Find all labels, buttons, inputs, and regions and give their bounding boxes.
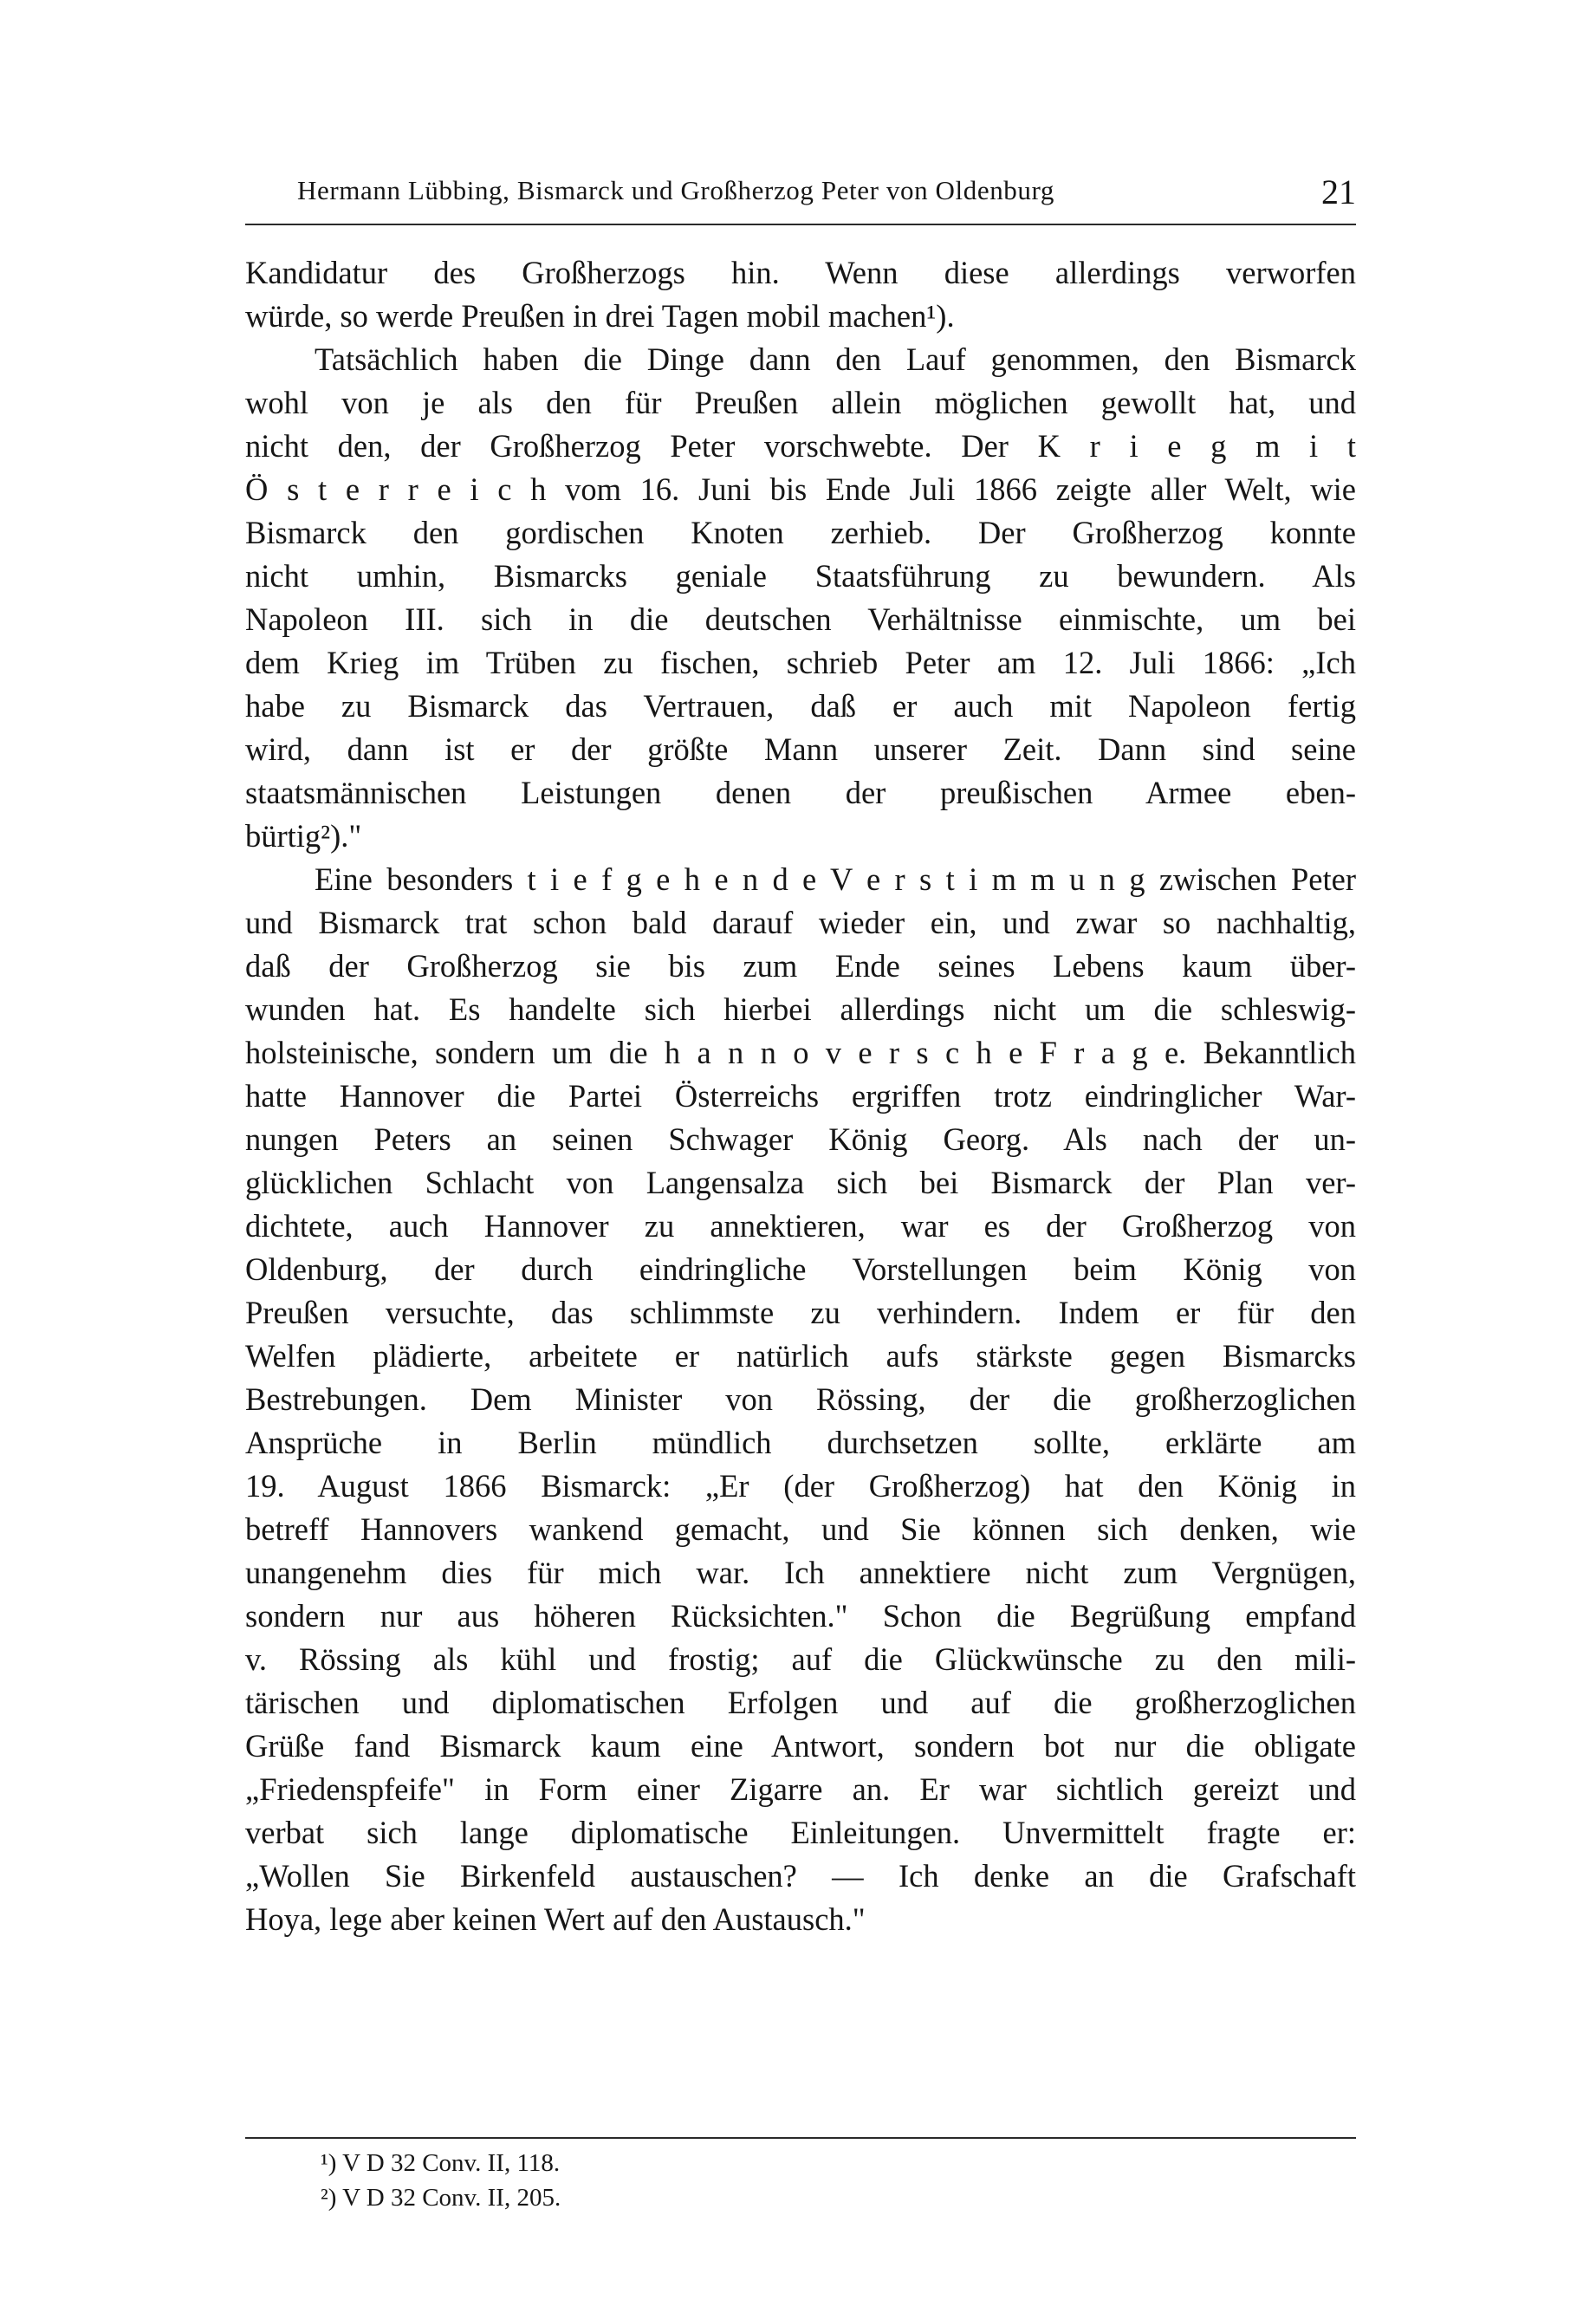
- text-line: glücklichen Schlacht von Langensalza sich bei Bismarck der Plan ver-: [245, 1165, 1356, 1200]
- text-line: dichtete, auch Hannover zu annektieren, war es der Großherzog von: [245, 1208, 1356, 1244]
- text-line: nungen Peters an seinen Schwager König Georg. Als nach der un-: [245, 1121, 1356, 1157]
- text-line: dem Krieg im Trüben zu fischen, schrieb Peter am 12. Juli 1866: „Ich: [245, 645, 1356, 680]
- text-line: Ö s t e r r e i c h vom 16. Juni bis Ende Juli 1866 zeigte aller Welt, wie: [245, 471, 1356, 507]
- text-line: „Friedenspfeife" in Form einer Zigarre an. Er war sichtlich gereizt und: [245, 1771, 1356, 1807]
- text-line: Eine besonders t i e f g e h e n d e V e r s t i m m u n g zwischen Peter: [315, 861, 1356, 897]
- body-text: [245, 251, 1356, 1941]
- text-line: wunden hat. Es handelte sich hierbei allerdings nicht um die schleswig-: [245, 991, 1356, 1027]
- text-line: nicht den, der Großherzog Peter vorschwebte. Der K r i e g m i t: [245, 428, 1356, 464]
- text-line: Preußen versuchte, das schlimmste zu verhindern. Indem er für den: [245, 1295, 1356, 1330]
- text-line: daß der Großherzog sie bis zum Ende seines Lebens kaum über-: [245, 948, 1356, 984]
- footnotes: [321, 2146, 1100, 2215]
- text-line: 19. August 1866 Bismarck: „Er (der Großherzog) hat den König in: [245, 1468, 1356, 1504]
- text-line: bürtig²).": [245, 818, 362, 854]
- text-line: Grüße fand Bismarck kaum eine Antwort, sondern bot nur die obligate: [245, 1728, 1356, 1764]
- text-line: verbat sich lange diplomatische Einleitungen. Unvermittelt fragte er:: [245, 1815, 1356, 1850]
- text-line: Kandidatur des Großherzogs hin. Wenn diese allerdings verworfen: [245, 255, 1356, 290]
- text-line: „Wollen Sie Birkenfeld austauschen? — Ich denke an die Grafschaft: [245, 1858, 1356, 1894]
- text-line: hatte Hannover die Partei Österreichs ergriffen trotz eindringlicher War-: [245, 1078, 1356, 1114]
- text-line: Tatsächlich haben die Dinge dann den Lauf genommen, den Bismarck: [315, 341, 1356, 377]
- running-title: Hermann Lübbing, Bismarck und Großherzog Peter von Oldenburg: [297, 175, 1054, 205]
- page-number: 21: [1321, 172, 1356, 211]
- running-header: [245, 172, 1356, 225]
- text-line: Bismarck den gordischen Knoten zerhieb. Der Großherzog konnte: [245, 515, 1356, 550]
- text-line: unangenehm dies für mich war. Ich annektiere nicht zum Vergnügen,: [245, 1555, 1356, 1590]
- text-line: nicht umhin, Bismarcks geniale Staatsführung zu bewundern. Als: [245, 558, 1356, 594]
- text-line: Hoya, lege aber keinen Wert auf den Austausch.": [245, 1901, 866, 1937]
- text-line: würde, so werde Preußen in drei Tagen mobil machen¹).: [245, 298, 955, 334]
- text-line: tärischen und diplomatischen Erfolgen und auf die großherzoglichen: [245, 1685, 1356, 1720]
- footnote-divider: [245, 2137, 1356, 2139]
- text-line: wohl von je als den für Preußen allein möglichen gewollt hat, und: [245, 385, 1356, 420]
- text-line: holsteinische, sondern um die h a n n o v e r s c h e F r a g e. Bekanntlich: [245, 1035, 1356, 1070]
- text-line: Napoleon III. sich in die deutschen Verhältnisse einmischte, um bei: [245, 601, 1356, 637]
- text-line: v. Rössing als kühl und frostig; auf die Glückwünsche zu den mili-: [245, 1641, 1356, 1677]
- text-line: und Bismarck trat schon bald darauf wieder ein, und zwar so nachhaltig,: [245, 905, 1356, 940]
- text-line: Welfen plädierte, arbeitete er natürlich aufs stärkste gegen Bismarcks: [245, 1338, 1356, 1374]
- text-line: Oldenburg, der durch eindringliche Vorstellungen beim König von: [245, 1251, 1356, 1287]
- text-line: sondern nur aus höheren Rücksichten." Schon die Begrüßung empfand: [245, 1598, 1356, 1634]
- footnote: ¹) V D 32 Conv. II, 118.: [321, 2149, 561, 2177]
- text-line: staatsmännischen Leistungen denen der preußischen Armee eben-: [245, 775, 1356, 810]
- footnote: ²) V D 32 Conv. II, 205.: [321, 2184, 561, 2212]
- text-line: wird, dann ist er der größte Mann unserer Zeit. Dann sind seine: [245, 731, 1356, 767]
- text-line: Ansprüche in Berlin mündlich durchsetzen sollte, erklärte am: [245, 1425, 1356, 1460]
- text-line: Bestrebungen. Dem Minister von Rössing, der die großherzoglichen: [245, 1381, 1356, 1417]
- text-line: habe zu Bismarck das Vertrauen, daß er auch mit Napoleon fertig: [245, 688, 1356, 724]
- text-line: betreff Hannovers wankend gemacht, und Sie können sich denken, wie: [245, 1511, 1356, 1547]
